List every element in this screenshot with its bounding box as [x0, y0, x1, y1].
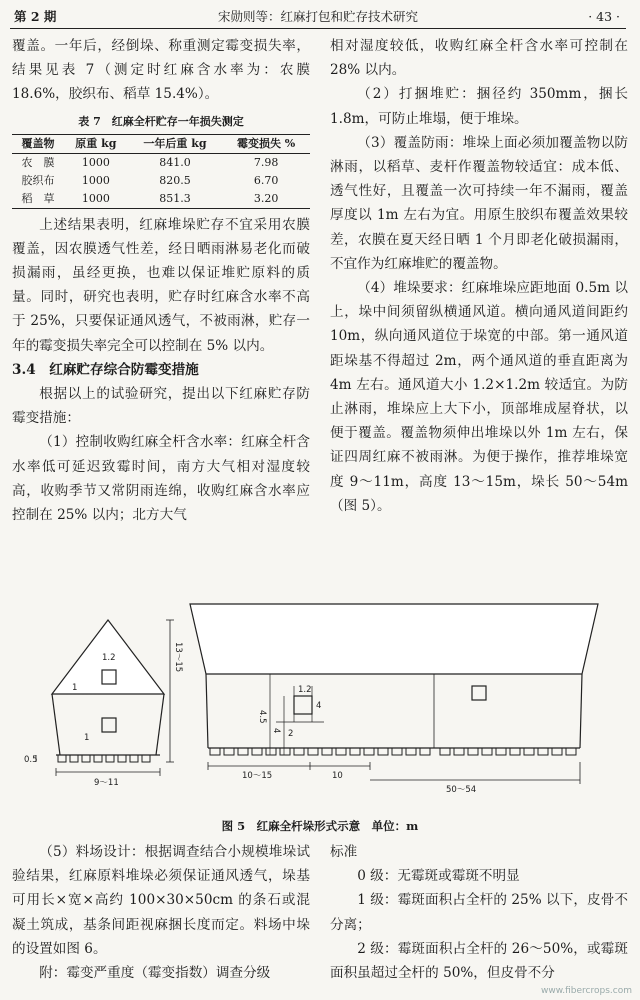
- vent-opening: [294, 696, 312, 714]
- table-header-row: [12, 134, 310, 153]
- dim-label: 2: [288, 729, 294, 739]
- table-row: [12, 172, 310, 190]
- dim-label: 10～15: [242, 771, 273, 781]
- loss-table: [12, 134, 310, 209]
- section-heading: 3.4 红麻贮存综合防霉变措施: [12, 361, 199, 378]
- cross-section-view: [36, 620, 174, 776]
- table-header: 一年后重 kg: [128, 134, 223, 153]
- base-stones: [210, 748, 576, 755]
- longitudinal-view: [190, 604, 598, 784]
- right-column-top: [330, 34, 628, 518]
- paragraph: （4）堆垛要求：红麻堆垛应距地面 0.5m 以上，垛中间须留纵横通风道。横向通风道间距约 10m，纵向通风道位于垛宽的中部。第一通风道距垛基不得超过 2m，两个通风道的垂直距离为 4m 左右。通风道大小 1.2×1.2m 较适宜。为防止淋雨，堆垛应上大下小，顶部堆成屋脊状，以便于覆盖。覆盖物须伸出堆垛以外 1m 左右，保证四周红麻不被雨淋。为便于操作，推荐堆垛宽度 9～11m，高度 13～15m，垛长 50～54m（图 5）。: [330, 280, 628, 514]
- table-cell: 841.0: [159, 155, 191, 169]
- dim-label: 1: [84, 733, 90, 743]
- table-row: [12, 190, 310, 209]
- stack-diagram-svg: [10, 590, 630, 812]
- grade-item: 0 级：无霉斑或霉斑不明显: [357, 868, 520, 885]
- paragraph: 上述结果表明，红麻堆垛贮存不宜采用农膜覆盖，因农膜透气性差，经日晒雨淋易老化而破损漏雨，虽经更换，也难以保证堆贮原料的质量。同时，研究也表明，贮存时红麻含水率不高于 25%，只要保证通风透气，不被雨淋，贮存一年的霉变损失率完全可以控制在 5% 以内。: [12, 216, 310, 354]
- figure-caption: 图 5 红麻全杆垛形式示意 单位：m: [221, 819, 419, 833]
- dim-label: 1.2: [102, 653, 116, 663]
- table-cell: 1000: [81, 191, 110, 205]
- table-cell: 7.98: [253, 155, 279, 169]
- paragraph: （5）料场设计：根据调查结合小规模堆垛试验结果，红麻原料堆垛必须保证通风透气，垛基可用长×宽×高约 100×30×50cm 的条石或混凝土筑成，基条间距视麻捆长度而定。料场中垛的设置如图 6。: [12, 844, 310, 957]
- left-column-bottom: [12, 840, 310, 985]
- paragraph: （1）控制收购红麻全杆含水率：红麻全杆含水率低可延迟致霉时间，南方大气相对湿度较高，收购季节又常阴雨连绵，收购红麻含水率应控制在 25% 以内；北方大气: [12, 434, 310, 524]
- paragraph: （2）打捆堆贮：捆径约 350mm，捆长 1.8m，可防止堆塌，便于堆垛。: [330, 86, 628, 127]
- table-cell: 851.3: [159, 191, 191, 205]
- grade-item: 1 级：霉斑面积占全杆的 25% 以下，皮骨不分离；: [330, 892, 628, 933]
- table-cell: 农 膜: [21, 155, 55, 169]
- table-cell: 3.20: [253, 191, 279, 205]
- table-row: [12, 153, 310, 172]
- paragraph: 标准: [330, 844, 358, 860]
- figure-stack-diagram: [10, 590, 630, 812]
- page-number: · 43 ·: [588, 9, 620, 24]
- dim-label: 4.5: [257, 710, 267, 724]
- table-header: 覆盖物: [12, 134, 64, 153]
- paragraph: 根据以上的试验研究，提出以下红麻贮存防霉变措施：: [12, 386, 310, 427]
- dim-label: 1: [72, 683, 78, 693]
- table-title: 表 7 红麻全杆贮存一年损失测定: [78, 114, 244, 128]
- dim-label: 10: [332, 771, 343, 781]
- paragraph: 覆盖。一年后，经倒垛、称重测定霉变损失率，结果见表 7（测定时红麻含水率为：农膜 18.6%，胶织布、稻草 15.4%）。: [12, 38, 310, 103]
- table-cell: 1000: [81, 173, 110, 187]
- table-cell: 1000: [81, 155, 110, 169]
- dim-label: 4: [316, 701, 322, 711]
- dim-label: 1.2: [298, 685, 312, 695]
- dim-label: 9～11: [94, 778, 119, 788]
- table-cell: 胶织布: [21, 173, 55, 187]
- table-cell: 稻 草: [21, 191, 55, 205]
- vent-opening: [102, 718, 116, 732]
- table-cell: 820.5: [159, 173, 191, 187]
- table-header: 原重 kg: [64, 134, 128, 153]
- running-header: [10, 6, 626, 29]
- table-header: 霉变损失 %: [222, 134, 310, 153]
- paragraph: 相对湿度较低，收购红麻全杆含水率可控制在 28% 以内。: [330, 38, 628, 79]
- watermark: www.fibercrops.com: [541, 986, 632, 996]
- dim-label: 50～54: [446, 785, 477, 795]
- right-column-bottom: [330, 840, 628, 985]
- table-cell: 6.70: [253, 173, 279, 187]
- paragraph: 附：霉变严重度（霉变指数）调查分级: [39, 965, 271, 982]
- running-title: 宋勋则等：红麻打包和贮存技术研究: [217, 9, 418, 24]
- grade-item: 2 级：霉斑面积占全杆的 26～50%，或霉斑面积虽超过全杆的 50%，但皮骨不分: [330, 940, 628, 982]
- issue-number: 第 2 期: [14, 9, 57, 24]
- vent-opening: [472, 686, 486, 700]
- base-stones: [58, 755, 150, 762]
- dim-label: 0.5: [24, 755, 38, 765]
- dim-label: 4: [271, 728, 281, 734]
- dim-label: 13～15: [173, 642, 183, 673]
- paragraph: （3）覆盖防雨：堆垛上面必须加覆盖物以防淋雨，以稻草、麦杆作覆盖物较适宜：成本低、透气性好，且覆盖一次可持续一年不漏雨，覆盖厚度以 1m 左右为宜。用原生胶织布覆盖效果较差，农膜在夏天经日晒 1 个月即老化破损漏雨，不宜作为红麻堆贮的覆盖物。: [330, 134, 628, 272]
- left-column-top: [12, 34, 310, 527]
